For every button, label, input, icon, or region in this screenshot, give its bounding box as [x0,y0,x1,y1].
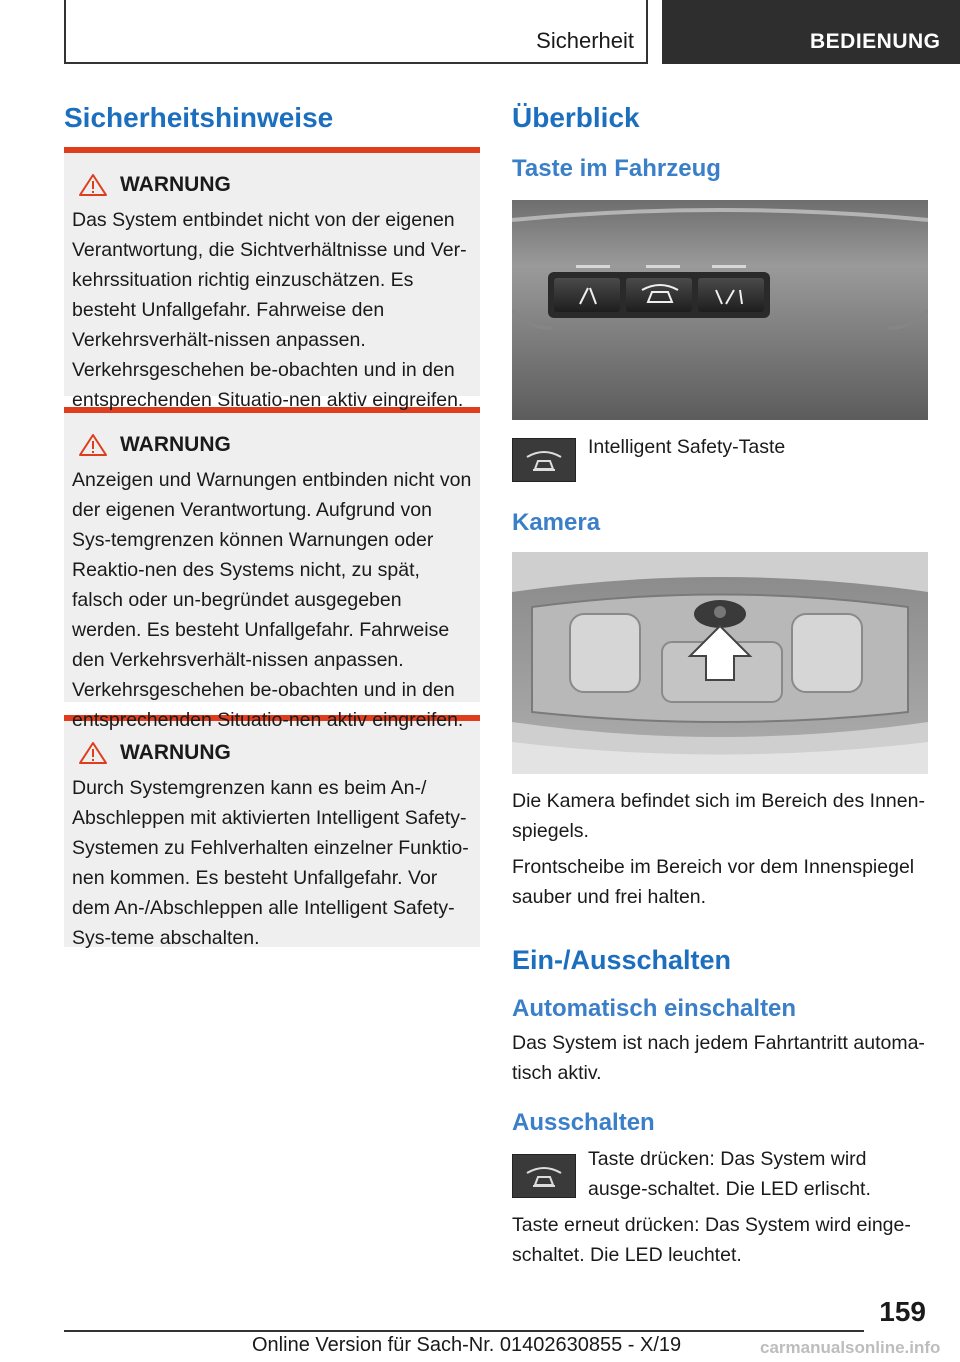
camera-cleaning-text: Frontscheibe im Bereich vor dem Innenspiegel sauber und frei halten. [512,856,915,908]
warning-header [78,433,472,457]
warning-header [78,741,472,765]
camera-location-text: Die Kamera befindet sich im Bereich des Innen-spiegels. [512,790,925,842]
warning-triangle-icon [78,433,108,457]
header-chapter-tab: BEDIENUNG [662,0,960,64]
warning-label: WARNUNG [120,433,231,456]
button-caption: Intelligent Safety-Taste [588,436,786,458]
camera-heading: Kamera [512,509,601,536]
switch-on-again-text: Taste erneut drücken: Das System wird einge-schaltet. Die LED leuchtet. [512,1214,911,1266]
overview-title: Überblick [512,102,640,133]
intelligent-safety-button-icon [512,438,576,482]
footer-rule [64,1330,864,1332]
warning-text: Anzeigen und Warnungen entbinden nicht von der eigenen Verantwortung. Aufgrund von Sys-temgrenzen können Warnungen oder Reaktio-nen des Systems nicht, zu spät, falsch oder un-begründet ausgegeben werden. Es besteht Unfallgefahr. Fahrweise den Verkehrsverhält-nissen anpassen. Verkehrsgeschehen be-obachten und in den entsprechenden Situatio-nen aktiv eingreifen. [72,469,472,731]
warning-label: WARNUNG [120,741,231,764]
auto-on-text: Das System ist nach jedem Fahrtantritt automa-tisch aktiv. [512,1032,925,1084]
warning-text: Das System entbindet nicht von der eigenen Verantwortung, die Sichtverhältnisse und Ver-kehrssituation richtig einzuschätzen. Es besteht Unfallgefahr. Fahrweise den Verkehrsverhält-nissen anpassen. Verkehrsgeschehen be-obachten und in den entsprechenden Situatio-nen aktiv eingreifen. [72,209,467,411]
button-panel-photo [512,200,928,420]
warning-box-2 [64,407,480,731]
switch-off-heading: Ausschalten [512,1109,655,1136]
camera-photo [512,552,928,774]
warning-header [78,173,472,197]
right-column [512,100,928,1270]
warning-box-1 [64,147,480,411]
page-number: 159 [879,1296,926,1327]
warning-triangle-icon [78,173,108,197]
switch-off-text: Taste drücken: Das System wird ausge-schaltet. Die LED erlischt. [588,1148,871,1200]
button-in-vehicle-heading: Taste im Fahrzeug [512,155,721,182]
auto-on-heading: Automatisch einschalten [512,995,797,1022]
warning-label: WARNUNG [120,173,231,196]
warning-text: Durch Systemgrenzen kann es beim An-/ Abschleppen mit aktivierten Intelligent Safety-Systemen zu Fehlverhalten einzelner Funktio-nen kommen. Es besteht Unfallgefahr. Vor dem An-/Abschleppen alle Intelligent Safety-Sys-teme abschalten. [72,777,469,949]
header-section-title: Sicherheit [536,28,634,53]
left-column [64,100,480,947]
switch-off-row [512,1150,928,1204]
button-caption-row [512,438,928,482]
onoff-title: Ein-/Ausschalten [512,945,732,975]
safety-notes-title: Sicherheitshinweise [64,102,334,133]
online-version-text: Online Version für Sach-Nr. 01402630855 - X/19 [252,1334,682,1356]
warning-triangle-icon [78,741,108,765]
warning-box-3 [64,715,480,947]
intelligent-safety-button-icon [512,1154,576,1198]
watermark: carmanualsonline.info [760,1338,941,1357]
